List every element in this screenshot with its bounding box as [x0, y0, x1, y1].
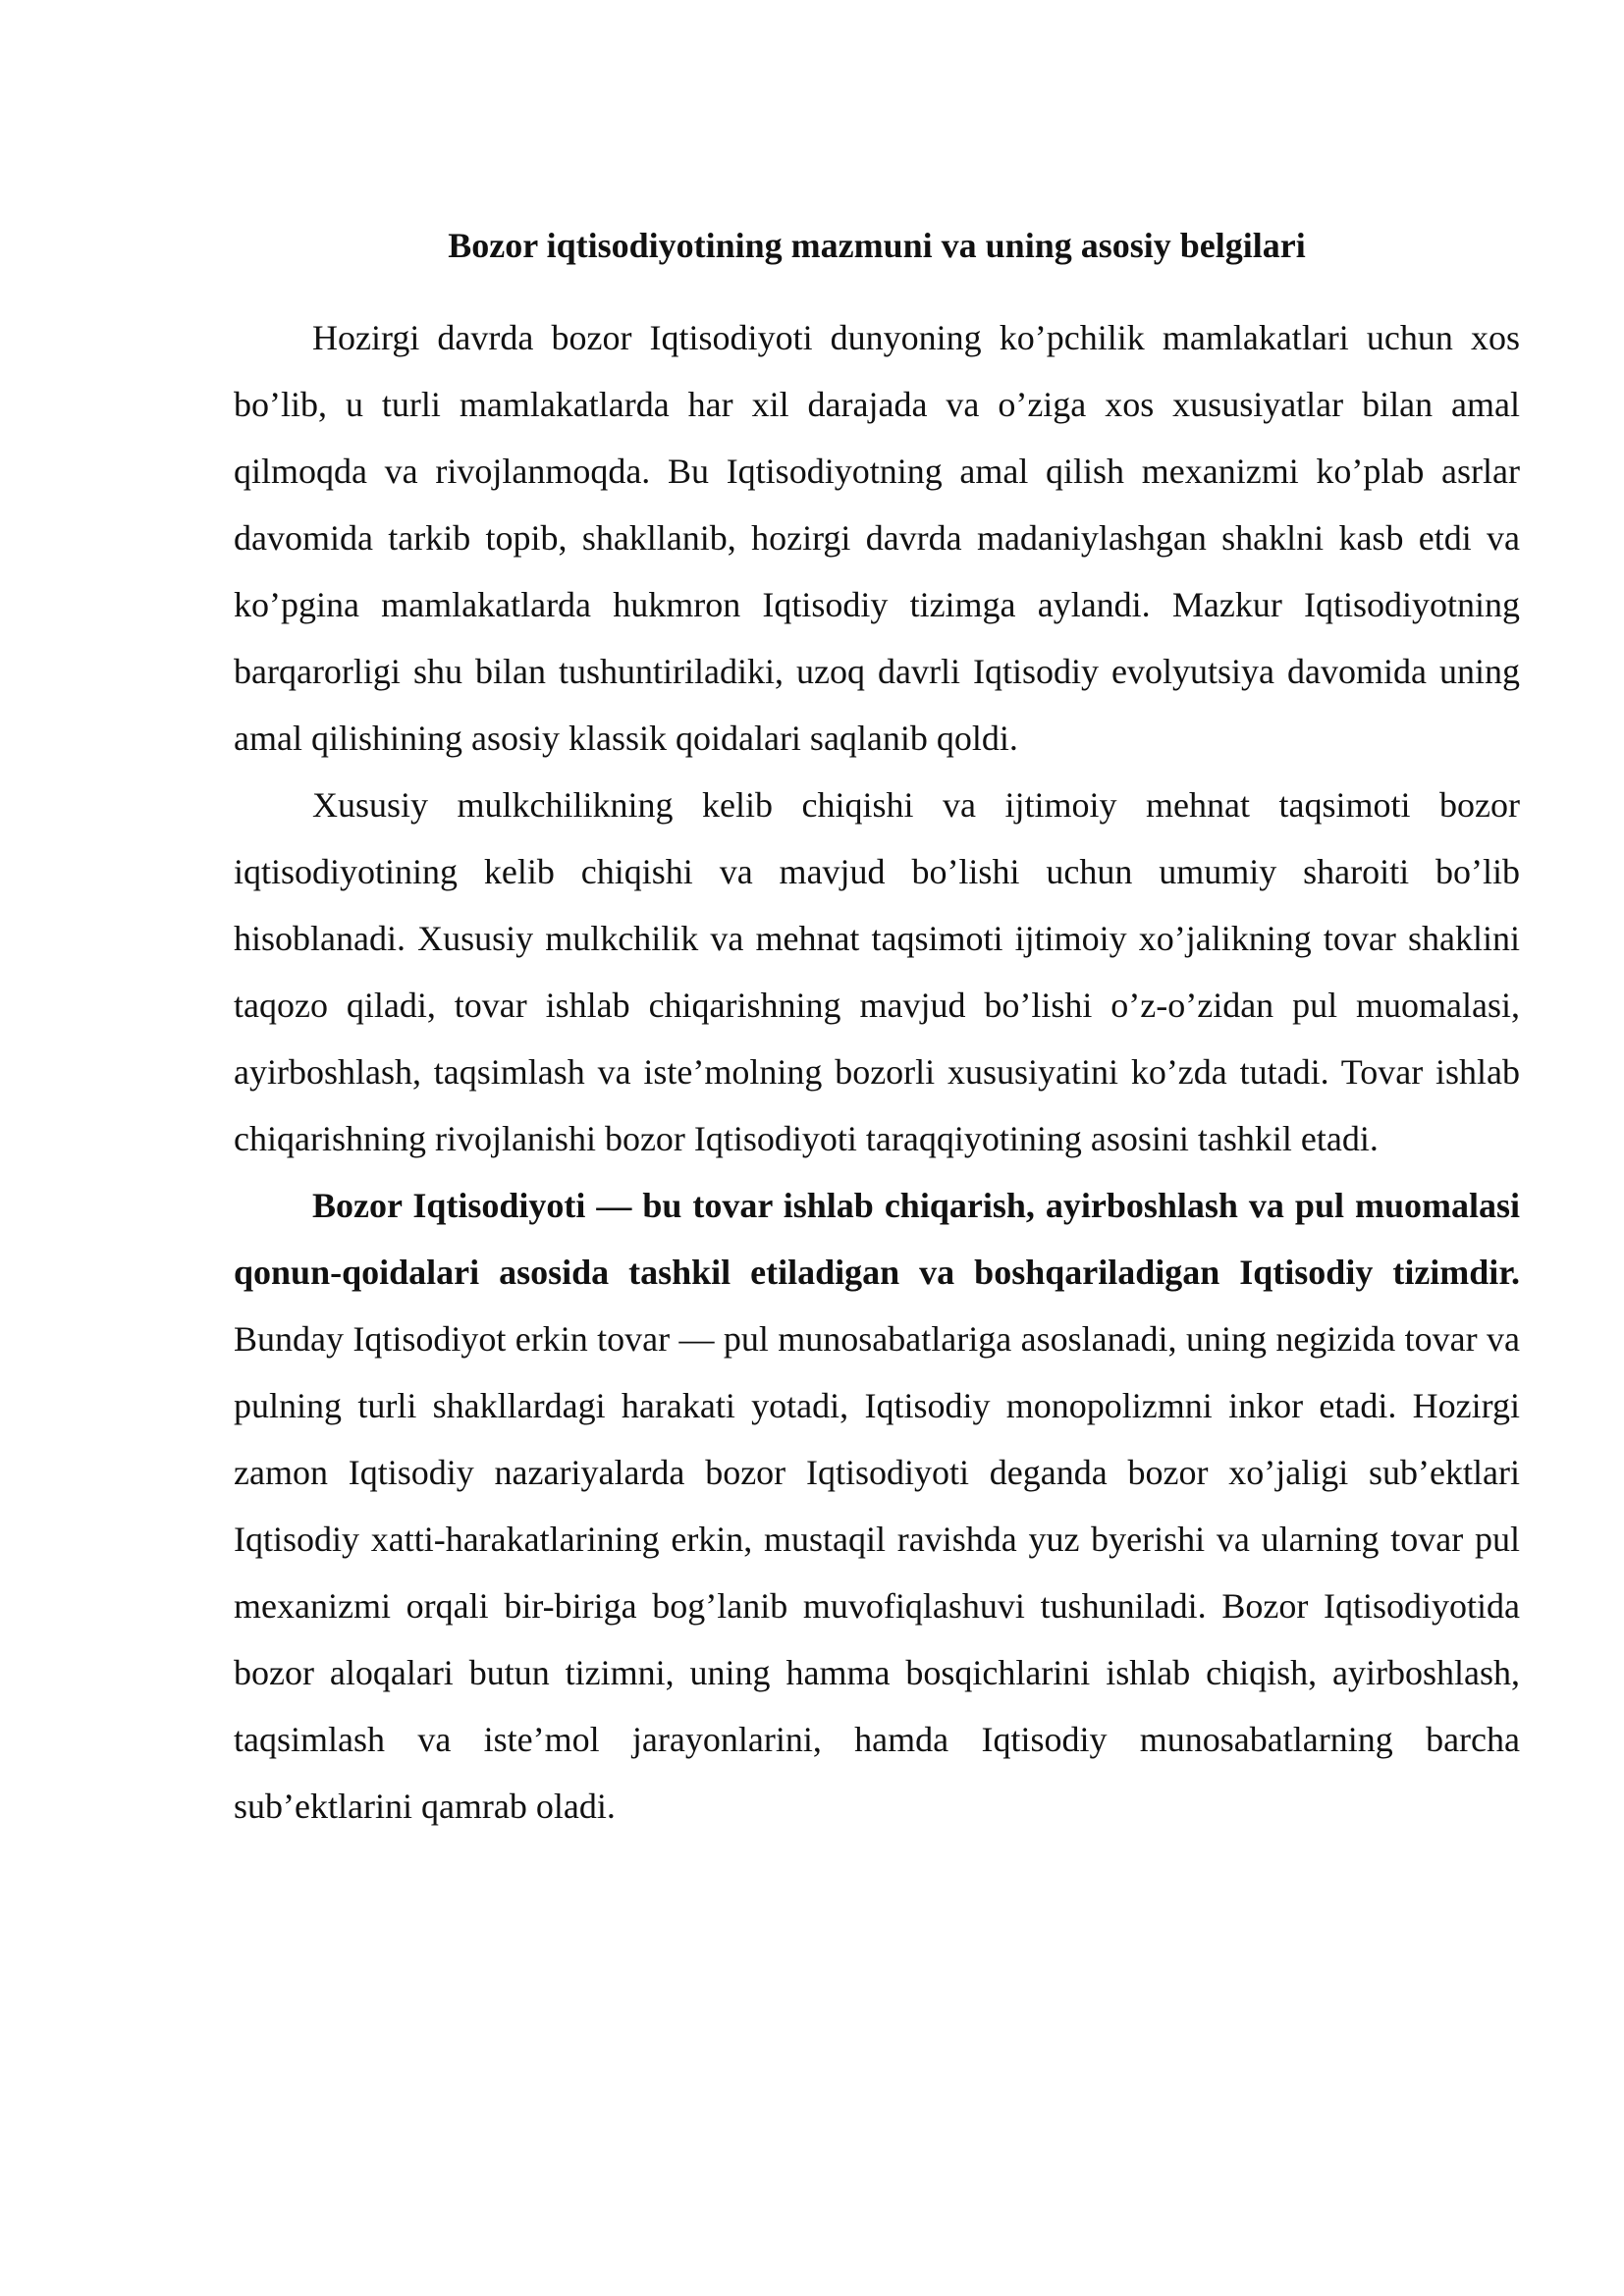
document-title: Bozor iqtisodiyotining mazmuni va uning asosiy belgilari [448, 226, 1306, 265]
paragraph-1: Hozirgi davrda bozor Iqtisodiyoti dunyoning ko’pchilik mamlakatlari uchun xos bo’lib, u turli mamlakatlarda har xil darajada va o’ziga xos xususiyatlar bilan amal qilmoqda va rivojlanmoqda. Bu Iqtisodiyotning amal qilish mexanizmi ko’plab asrlar davomida tarkib topib, shakllanib, hozirgi davrda madaniylashgan shaklni kasb etdi va ko’pgina mamlakatlarda hukmron Iqtisodiy tizimga aylandi. Mazkur Iqtisodiyotning barqarorligi shu bilan tushuntiriladiki, uzoq davrli Iqtisodiy evolyutsiya davomida uning amal qilishining asosiy klassik qoidalari saqlanib qoldi. [234, 318, 1520, 758]
document-page [234, 214, 1520, 1840]
paragraph-3-definition: Bozor Iqtisodiyoti — bu tovar ishlab chiqarish, ayirboshlash va pul muomalasi qonun-qoidalari asosida tashkil etiladigan va boshqariladigan Iqtisodiy tizimdir. [234, 1186, 1520, 1292]
paragraph-2: Xususiy mulkchilikning kelib chiqishi va ijtimoiy mehnat taqsimoti bozor iqtisodiyotining kelib chiqishi va mavjud bo’lishi uchun umumiy sharoiti bo’lib hisoblanadi. Xususiy mulkchilik va mehnat taqsimoti ijtimoiy xo’jalikning tovar shaklini taqozo qiladi, tovar ishlab chiqarishning mavjud bo’lishi o’z-o’zidan pul muomalasi, ayirboshlash, taqsimlash va iste’molning bozorli xususiyatini ko’zda tutadi. Tovar ishlab chiqarishning rivojlanishi bozor Iqtisodiyoti taraqqiyotining asosini tashkil etadi. [234, 785, 1520, 1158]
paragraph-3 [234, 1172, 1520, 1840]
paragraph-3-text: Bunday Iqtisodiyot erkin tovar — pul munosabatlariga asoslanadi, uning negizida tovar va pulning turli shakllardagi harakati yotadi, Iqtisodiy monopolizmni inkor etadi. Hozirgi zamon Iqtisodiy nazariyalarda bozor Iqtisodiyoti deganda bozor xo’jaligi sub’ektlari Iqtisodiy xatti-harakatlarining erkin, mustaqil ravishda yuz byerishi va ularning tovar pul mexanizmi orqali bir-biriga bog’lanib muvofiqlashuvi tushuniladi. Bozor Iqtisodiyotida bozor aloqalari butun tizimni, uning hamma bosqichlarini ishlab chiqish, ayirboshlash, taqsimlash va iste’mol jarayonlarini, hamda Iqtisodiy munosabatlarning barcha sub’ektlarini qamrab oladi. [234, 1319, 1520, 1826]
